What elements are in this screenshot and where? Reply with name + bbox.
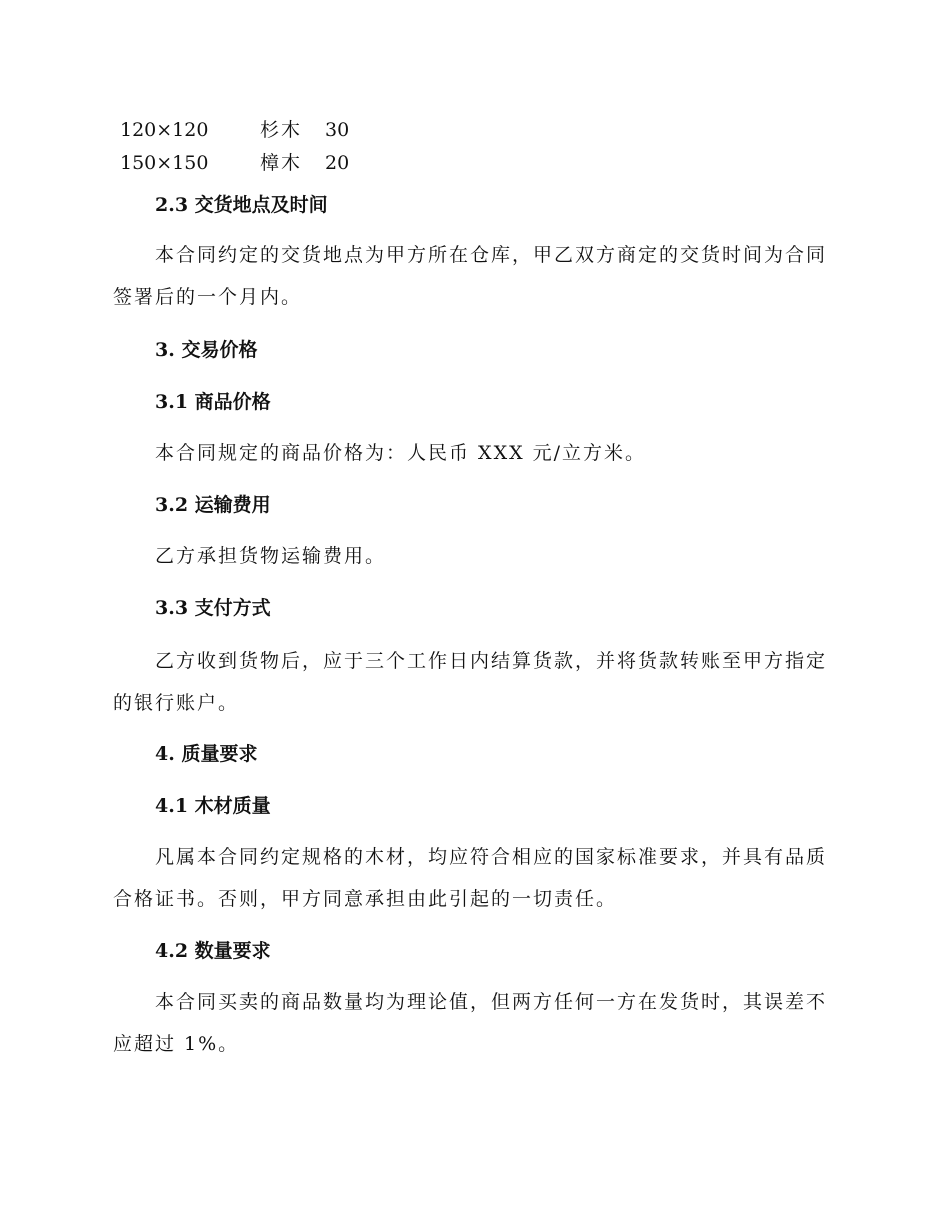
section-heading-3: 3. 交易价格 xyxy=(155,339,258,361)
section-text-2-3: 本合同约定的交货地点为甲方所在仓库，甲乙双方商定的交货时间为合同签署后的一个月内。 xyxy=(113,244,828,308)
section-text-4-2: 本合同买卖的商品数量均为理论值，但两方任何一方在发货时，其误差不应超过 1%。 xyxy=(113,991,828,1055)
section-heading-2-3: 2.3 交货地点及时间 xyxy=(155,194,328,216)
section-heading-3-3: 3.3 支付方式 xyxy=(155,597,271,619)
spec-wood-type: 杉木 xyxy=(260,119,303,141)
section-text-3-2: 乙方承担货物运输费用。 xyxy=(155,545,387,567)
section-heading-3-1: 3.1 商品价格 xyxy=(155,391,271,413)
section-text-4-1: 凡属本合同约定规格的木材，均应符合相应的国家标准要求，并具有品质合格证书。否则，甲方同意承担由此引起的一切责任。 xyxy=(113,846,828,910)
section-heading-4-1: 4.1 木材质量 xyxy=(155,795,271,817)
section-heading-4: 4. 质量要求 xyxy=(155,743,258,765)
spec-dimension: 120×120 xyxy=(120,119,209,141)
section-heading-3-2: 3.2 运输费用 xyxy=(155,494,271,516)
section-text-3-3: 乙方收到货物后，应于三个工作日内结算货款，并将货款转账至甲方指定的银行账户。 xyxy=(113,650,828,714)
spec-quantity: 20 xyxy=(325,152,350,174)
section-text-3-1: 本合同规定的商品价格为：人民币 XXX 元/立方米。 xyxy=(155,442,647,464)
section-heading-4-2: 4.2 数量要求 xyxy=(155,940,271,962)
spec-quantity: 30 xyxy=(325,119,350,141)
spec-dimension: 150×150 xyxy=(120,152,209,174)
spec-wood-type: 樟木 xyxy=(260,152,303,174)
